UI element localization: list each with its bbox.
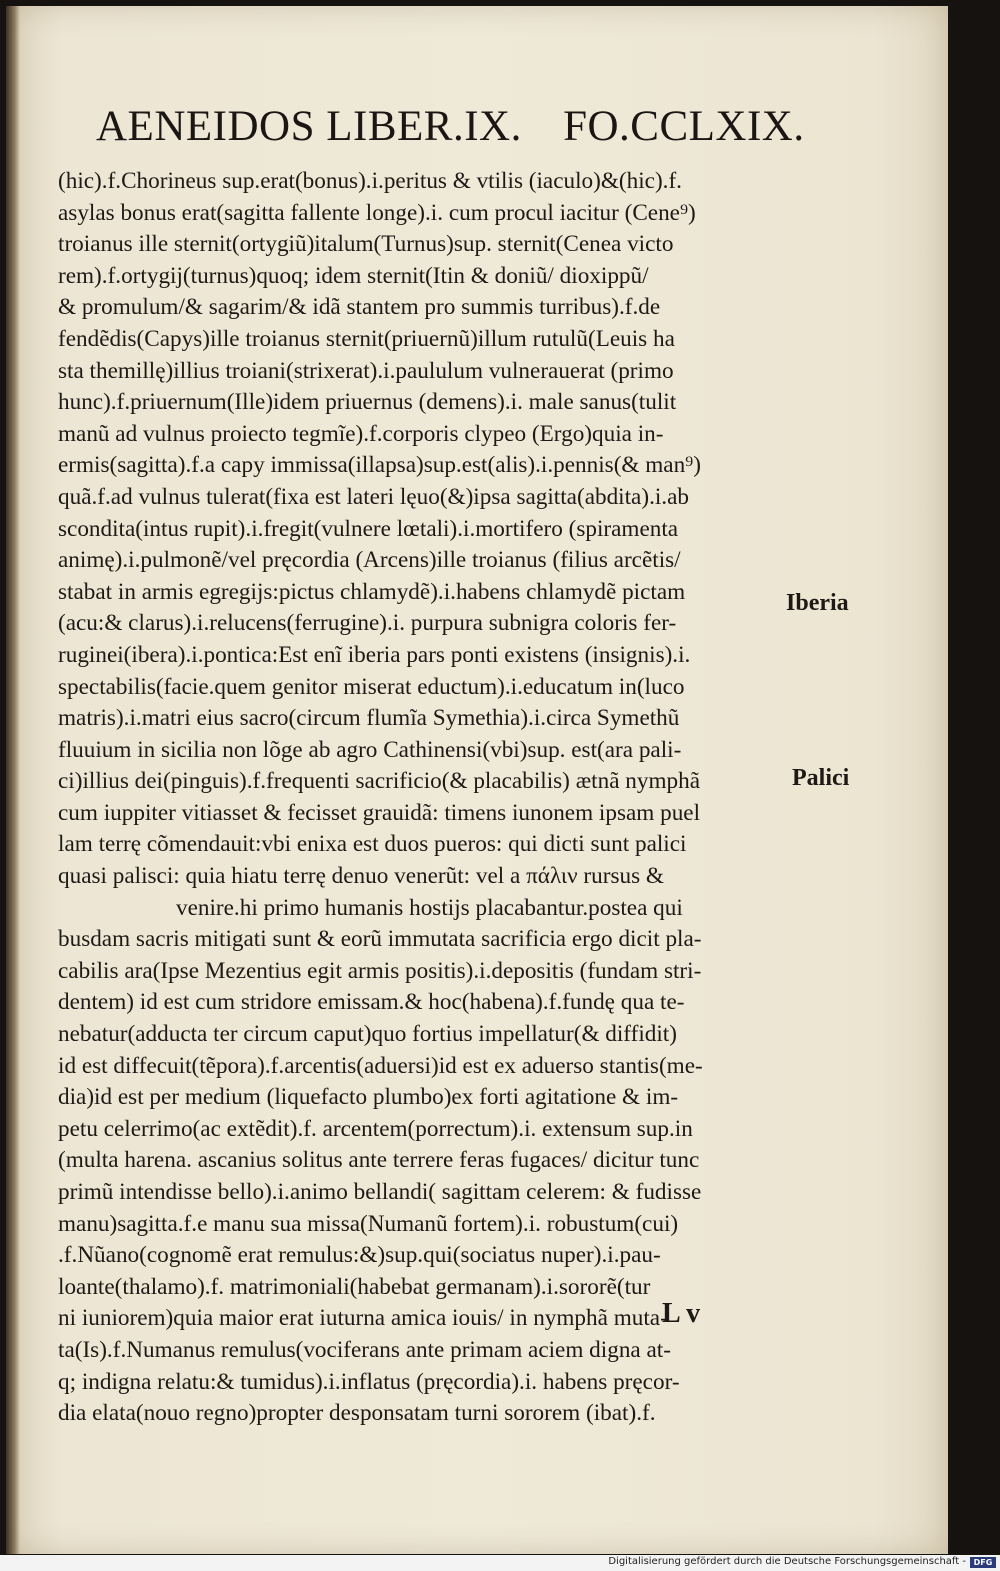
- text-line: dentem) id est cum stridore emissam.& hoc(habena).f.fundę qua te-: [58, 989, 685, 1016]
- text-line: fendẽdis(Capys)ille troianus sternit(priuernũ)illum rutulũ(Leuis ha: [58, 325, 675, 352]
- text-line: ni iuniorem)quia maior erat iuturna amica iouis/ in nymphã muta-: [58, 1305, 668, 1332]
- text-line: fluuium in sicilia non lõge ab agro Cathinensi(vbi)sup. est(ara pali-: [58, 736, 682, 763]
- text-line: rem).f.ortygij(turnus)quoq; idem sternit(Itin & doniũ/ dioxippũ/: [58, 262, 649, 289]
- text-line: sta themillę)illius troiani(strixerat).i.paululum vulnerauerat (primo: [58, 357, 674, 384]
- text-line: animę).i.pulmonẽ/vel pręcordia (Arcens)ille troianus (filius arcẽtis/: [58, 547, 681, 574]
- text-line: stabat in armis egregijs:pictus chlamydẽ).i.habens chlamydẽ pictam: [58, 578, 686, 605]
- text-line: asylas bonus erat(sagitta fallente longe).i. cum procul iacitur (Cene⁹): [58, 199, 696, 226]
- text-line: dia)id est per medium (liquefacto plumbo)ex forti agitatione & im-: [58, 1084, 679, 1111]
- text-line: nebatur(adducta ter circum caput)quo fortius impellatur(& diffidit): [58, 1021, 677, 1048]
- text-line: primũ intendisse bello).i.animo bellandi( sagittam celerem: & fudisse: [58, 1179, 702, 1205]
- text-line: busdam sacris mitigati sunt & eorũ immutata sacrificia ergo dicit pla-: [58, 926, 702, 953]
- binding-edge: [6, 6, 20, 1554]
- text-line: (multa harena. ascanius solitus ante terrere feras fugaces/ dicitur tunc: [58, 1147, 700, 1174]
- text-line: quã.f.ad vulnus tulerat(fixa est lateri lęuo(&)ipsa sagitta(abdita).i.ab: [58, 483, 689, 510]
- text-line: petu celerrimo(ac extẽdit).f. arcentem(porrectum).i. extensum sup.in: [58, 1115, 693, 1142]
- text-line: manu)sagitta.f.e manu sua missa(Numanũ fortem).i. robustum(cui): [58, 1210, 679, 1237]
- footer-credit: Digitalisierung gefördert durch die Deutsche Forschungsgemeinschaft -: [608, 1556, 966, 1567]
- marginal-note-palici: Palici: [792, 765, 850, 791]
- text-line: id est diffecuit(tẽpora).f.arcentis(aduersi)id est ex aduerso stantis(me-: [58, 1052, 703, 1079]
- text-line: & promulum/& sagarim/& idã stantem pro summis turribus).f.de: [58, 294, 661, 321]
- signature-mark: L v: [662, 1298, 701, 1329]
- text-line: loante(thalamo).f. matrimoniali(habebat germanam).i.sororẽ(tur: [58, 1273, 651, 1300]
- text-line: q; indigna relatu:& tumidus).i.inflatus (pręcordia).i. habens pręcor-: [58, 1368, 680, 1395]
- text-line: venire.hi primo humanis hostijs placabantur.postea qui: [176, 894, 683, 921]
- commentary-text: [58, 166, 788, 1430]
- folio-number: FO.CCLXIX.: [563, 103, 805, 150]
- text-line: dia elata(nouo regno)propter desponsatam turni sororem (ibat).f.: [58, 1400, 656, 1427]
- text-line: manũ ad vulnus proiecto tegmĩe).f.corporis clypeo (Ergo)quia in-: [58, 420, 664, 447]
- text-line: ermis(sagitta).f.a capy immissa(illapsa)sup.est(alis).i.pennis(& man⁹): [58, 452, 701, 479]
- marginal-note-iberia: Iberia: [786, 590, 849, 616]
- text-line: ruginei(ibera).i.pontica:Est enĩ iberia pars ponti existens (insignis).i.: [58, 641, 691, 668]
- text-line: .f.Nũano(cognomẽ erat remulus:&)sup.qui(sociatus nuper).i.pau-: [58, 1242, 661, 1269]
- text-line: hunc).f.priuernum(Ille)idem priuernus (demens).i. male sanus(tulit: [58, 389, 677, 416]
- text-line: quasi palisci: quia hiatu terrę denuo venerũt: vel a πάλιν rursus &: [58, 863, 664, 890]
- page-header: [96, 102, 896, 151]
- text-line: cabilis ara(Ipse Mezentius egit armis positis).i.depositis (fundam stri-: [58, 957, 702, 984]
- book-page: [6, 6, 948, 1554]
- text-line: matris).i.matri eius sacro(circum flumĩa Symethia).i.circa Symethũ: [58, 705, 680, 732]
- text-line: ci)illius dei(pinguis).f.frequenti sacrificio(& placabilis) ætnã nymphã: [58, 768, 700, 795]
- dfg-logo: DFG: [970, 1557, 996, 1568]
- text-line: cum iuppiter vitiasset & fecisset grauidã: timens iunonem ipsam puel: [58, 799, 701, 826]
- running-title: AENEIDOS LIBER.IX.: [96, 103, 522, 150]
- text-line: troianus ille sternit(ortygiũ)italum(Turnus)sup. sternit(Cenea victo: [58, 231, 674, 258]
- text-line: (hic).f.Chorineus sup.erat(bonus).i.peritus & vtilis (iaculo)&(hic).f.: [58, 168, 682, 194]
- text-line: ta(Is).f.Numanus remulus(vociferans ante primam aciem digna at-: [58, 1336, 671, 1363]
- text-line: spectabilis(facie.quem genitor miserat eductum).i.educatum in(luco: [58, 673, 685, 700]
- footer-bar: [0, 1555, 1000, 1571]
- text-line: lam terrę cõmendauit:vbi enixa est duos pueros: qui dicti sunt palici: [58, 831, 687, 858]
- text-line: (acu:& clarus).i.relucens(ferrugine).i. purpura subnigra coloris fer-: [58, 610, 677, 637]
- text-line: scondita(intus rupit).i.fregit(vulnere lœtali).i.mortifero (spiramenta: [58, 515, 679, 542]
